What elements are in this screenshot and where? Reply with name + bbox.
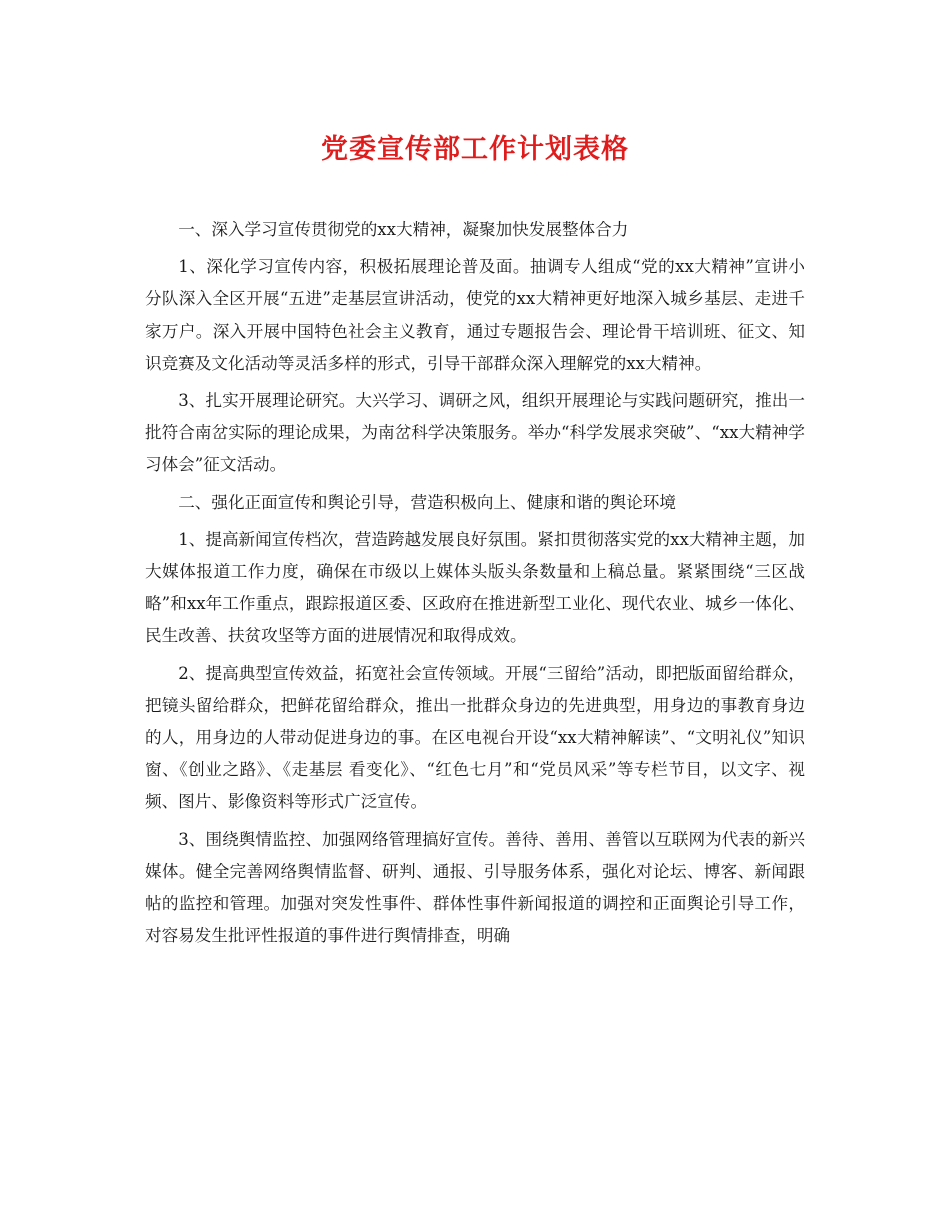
section-heading-1: 一、深入学习宣传贯彻党的xx大精神，凝聚加快发展整体合力 bbox=[178, 220, 629, 239]
document-title: 党委宣传部工作计划表格 bbox=[321, 134, 629, 165]
paragraph-2-1: 1、提高新闻宣传档次，营造跨越发展良好氛围。紧扣贯彻落实党的xx大精神主题，加大媒体报道工作力度，确保在市级以上媒体头版头条数量和上稿总量。紧紧围绕“三区战略”和xx年工作重点，跟踪报道区委、区政府在推进新型工业化、现代农业、城乡一体化、民生改善、扶贫攻坚等方面的进展情况和取得成效。 bbox=[145, 529, 805, 646]
paragraph-2-2: 2、提高典型宣传效益，拓宽社会宣传领域。开展“三留给”活动，即把版面留给群众，把镜头留给群众，把鲜花留给群众，推出一批群众身边的先进典型，用身边的事教育身边的人，用身边的人带动促进身边的事。在区电视台开设“xx大精神解读”、“文明礼仪”知识窗、《创业之路》、《走基层 看变化》、“红色七月”和“党员风采”等专栏节目，以文字、视频、图片、影像资料等形式广泛宣传。 bbox=[145, 663, 805, 812]
paragraph-1-1: 1、深化学习宣传内容，积极拓展理论普及面。抽调专人组成“党的xx大精神”宣讲小分队深入全区开展“五进”走基层宣讲活动，使党的xx大精神更好地深入城乡基层、走进千家万户。深入开展中国特色社会主义教育，通过专题报告会、理论骨干培训班、征文、知识竞赛及文化活动等灵活多样的形式，引导干部群众深入理解党的xx大精神。 bbox=[145, 257, 805, 373]
section-heading-2: 二、强化正面宣传和舆论引导，营造积极向上、健康和谐的舆论环境 bbox=[178, 492, 676, 512]
paragraph-1-3: 3、扎实开展理论研究。大兴学习、调研之风，组织开展理论与实践问题研究，推出一批符合南岔实际的理论成果，为南岔科学决策服务。举办“科学发展求突破”、“xx大精神学习体会”征文活动。 bbox=[145, 391, 805, 475]
document-page bbox=[145, 130, 805, 957]
paragraph-2-3: 3、围绕舆情监控、加强网络管理搞好宣传。善待、善用、善管以互联网为代表的新兴媒体。健全完善网络舆情监督、研判、通报、引导服务体系，强化对论坛、博客、新闻跟帖的监控和管理。加强对突发性事件、群体性事件新闻报道的调控和正面舆论引导工作，对容易发生批评性报道的事件进行舆情排查，明确 bbox=[145, 829, 805, 946]
